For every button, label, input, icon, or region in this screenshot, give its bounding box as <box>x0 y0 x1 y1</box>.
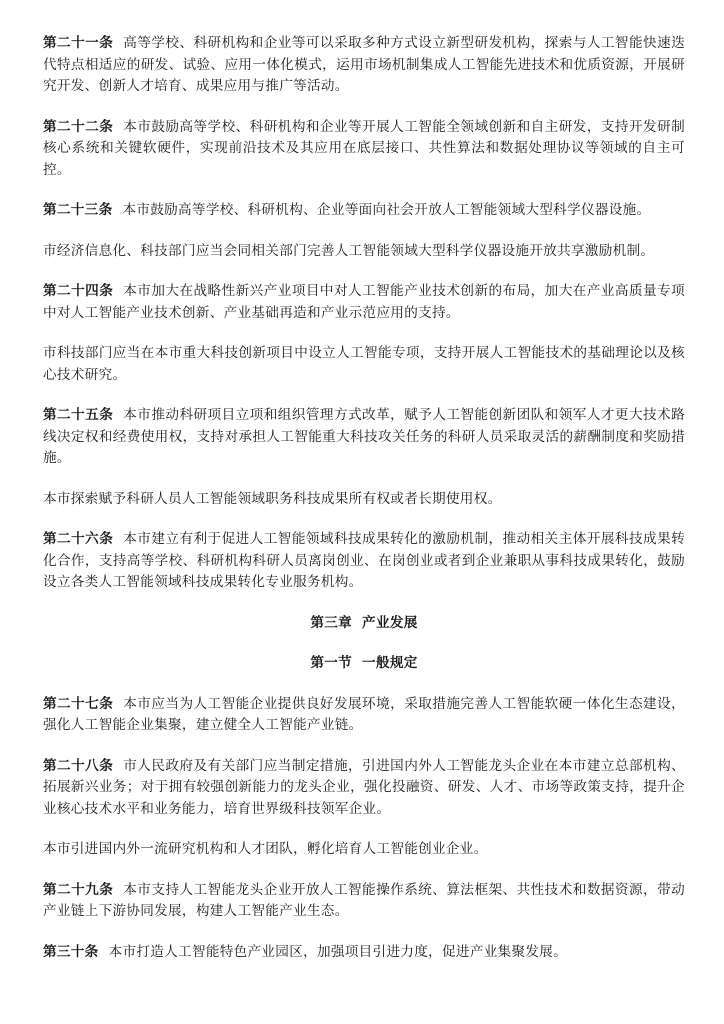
article-number: 第二十四条 <box>43 283 114 299</box>
article-number: 第二十三条 <box>43 202 113 218</box>
chapter-number: 第三章 <box>310 614 353 631</box>
article-number: 第二十五条 <box>43 407 114 423</box>
article-29 <box>43 880 685 923</box>
article-23 <box>43 200 685 222</box>
article-28 <box>43 756 685 821</box>
article-number: 第二十二条 <box>43 118 114 135</box>
article-text: 本市打造人工智能特色产业园区，加强项目引进力度，促进产业集聚发展。 <box>108 943 568 960</box>
article-text: 高等学校、科研机构和企业等可以采取多种方式设立新型研发机构，探索与人工智能快速迭代特点相适应的研发、试验、应用一体化模式，运用市场机制集成人工智能先进技术和优质资源，开展研究开发、创新人才培育、成果应用与推广等活动。 <box>43 35 686 94</box>
article-27 <box>43 694 685 737</box>
article-number: 第二十八条 <box>43 757 114 774</box>
paragraph: 本市引进国内外一流研究机构和人才团队，孵化培育人工智能创业企业。 <box>43 841 488 857</box>
article-number: 第二十六条 <box>43 531 114 547</box>
chapter-title: 产业发展 <box>362 614 418 631</box>
article-22 <box>43 117 685 182</box>
article-26 <box>43 529 685 594</box>
article-text: 本市支持人工智能龙头企业开放人工智能操作系统、算法框架、共性技术和数据资源，带动产业链上下游协同发展，构建人工智能产业生态。 <box>43 881 686 919</box>
article-number: 第二十一条 <box>43 35 114 51</box>
article-text: 本市加大在战略性新兴产业项目中对人工智能产业技术创新的布局，加大在产业高质量专项中对人工智能产业技术创新、产业基础再造和产业示范应用的支持。 <box>43 283 686 321</box>
article-25 <box>43 405 685 470</box>
article-number: 第二十九条 <box>43 881 114 898</box>
article-text: 本市鼓励高等学校、科研机构和企业等开展人工智能全领域创新和自主研发，支持开发研制核心系统和关键软硬件，实现前沿技术及其应用在底层接口、共性算法和数据处理协议等领域的自主可控。 <box>43 118 686 178</box>
section-heading <box>43 653 685 675</box>
paragraph: 市经济信息化、科技部门应当会同相关部门完善人工智能领域大型科学仪器设施开放共享激励机制。 <box>43 242 655 259</box>
article-text: 本市推动科研项目立项和组织管理方式改革，赋予人工智能创新团队和领军人才更大技术路线决定权和经费使用权，支持对承担人工智能重大科技攻关任务的科研人员采取灵活的薪酬制度和奖励措施。 <box>43 407 686 466</box>
article-text: 本市鼓励高等学校、科研机构、企业等面向社会开放人工智能领域大型科学仪器设施。 <box>122 202 651 218</box>
article-30 <box>43 942 685 964</box>
article-text: 市人民政府及有关部门应当制定措施，引进国内外人工智能龙头企业在本市建立总部机构、拓展新兴业务；对于拥有较强创新能力的龙头企业，强化投融资、研发、人才、市场等政策支持，提升企业核心技术水平和业务能力，培育世界级科技领军企业。 <box>43 757 686 817</box>
document-page <box>43 33 685 982</box>
article-number: 第三十条 <box>43 943 99 960</box>
article-number: 第二十七条 <box>43 695 114 712</box>
article-text: 本市建立有利于促进人工智能领域科技成果转化的激励机制，推动相关主体开展科技成果转化合作，支持高等学校、科研机构科研人员离岗创业、在岗创业或者到企业兼职从事科技成果转化，鼓励设立各类人工智能领域科技成果转化专业服务机构。 <box>43 531 686 590</box>
section-number: 第一节 <box>310 655 353 671</box>
article-text: 本市应当为人工智能企业提供良好发展环境，采取措施完善人工智能软硬一体化生态建设，强化人工智能企业集聚，建立健全人工智能产业链。 <box>43 695 686 733</box>
article-24 <box>43 281 685 324</box>
article-21 <box>43 33 685 98</box>
section-title: 一般规定 <box>362 655 418 671</box>
chapter-heading <box>43 613 685 635</box>
paragraph: 本市探索赋予科研人员人工智能领域职务科技成果所有权或者长期使用权。 <box>43 490 502 507</box>
paragraph: 市科技部门应当在本市重大科技创新项目中设立人工智能专项，支持开展人工智能技术的基础理论以及核心技术研究。 <box>43 345 685 383</box>
